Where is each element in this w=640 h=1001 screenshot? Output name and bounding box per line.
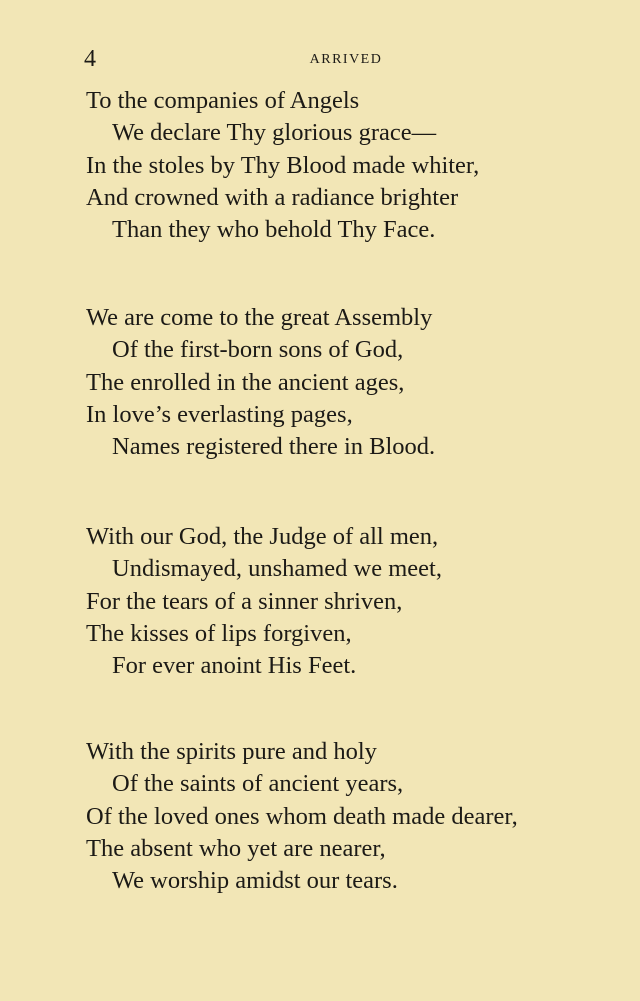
verse-line: Of the loved ones whom death made dearer, — [86, 802, 518, 830]
verse-line: The kisses of lips forgiven, — [86, 619, 352, 647]
verse-line: We declare Thy glorious grace— — [112, 119, 437, 147]
verse-line: And crowned with a radiance brighter — [86, 183, 459, 211]
verse-line: In the stoles by Thy Blood made whiter, — [86, 151, 480, 179]
verse-line: We worship amidst our tears. — [112, 867, 398, 895]
stanza-4 — [86, 736, 626, 897]
verse-line: To the companies of Angels — [86, 87, 360, 114]
stanza-3 — [86, 521, 626, 682]
verse-line: With the spirits pure and holy — [86, 738, 377, 765]
verse-line: The absent who yet are nearer, — [86, 834, 386, 862]
verse-line: The enrolled in the ancient ages, — [86, 368, 405, 396]
verse-line: Of the saints of ancient years, — [112, 770, 404, 798]
verse-line: Than they who behold Thy Face. — [112, 216, 436, 244]
verse-line: We are come to the great Assembly — [86, 304, 433, 331]
verse-line: For the tears of a sinner shriven, — [86, 587, 403, 615]
stanza-2 — [86, 302, 626, 463]
stanza-1 — [86, 85, 626, 246]
verse-line: With our God, the Judge of all men, — [86, 523, 439, 550]
verse-line: For ever anoint His Feet. — [112, 652, 357, 680]
verse-line: Undismayed, unshamed we meet, — [112, 555, 442, 583]
running-title: ARRIVED — [309, 52, 383, 67]
page-number: 4 — [84, 46, 96, 72]
verse-line: In love’s everlasting pages, — [86, 400, 353, 428]
verse-line: Names registered there in Blood. — [112, 433, 436, 461]
verse-line: Of the first-born sons of God, — [112, 336, 404, 364]
